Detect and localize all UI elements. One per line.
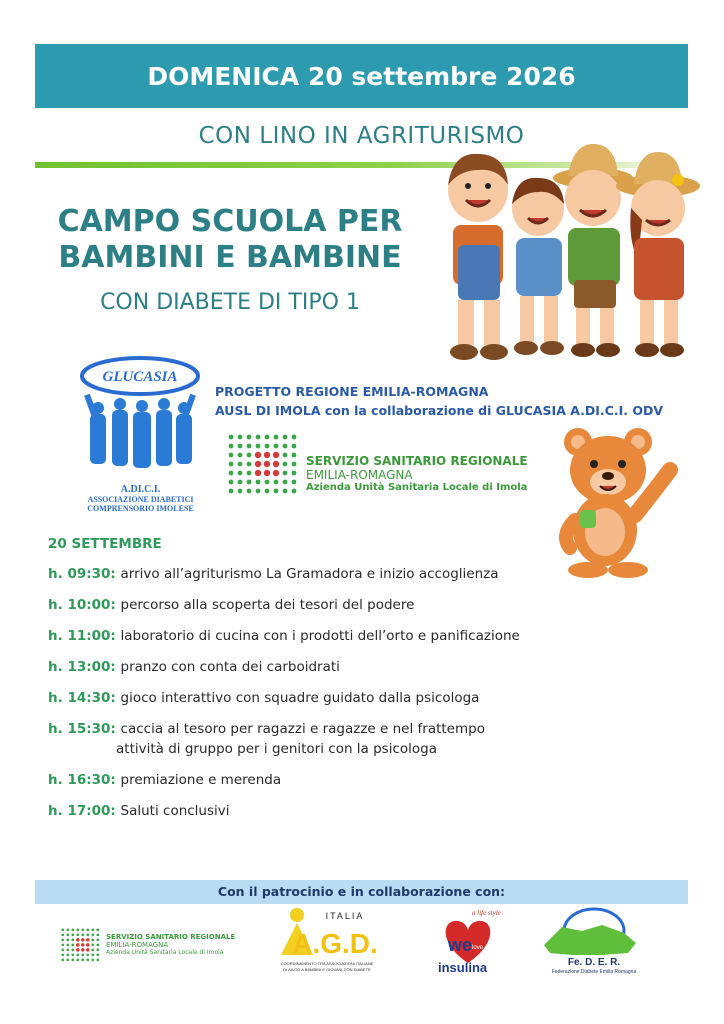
schedule-text: arrivo all’agriturismo La Gramadora e inizio accoglienza (120, 566, 499, 582)
glucasia-assoc-line-2: COMPRENSORIO IMOLESE (87, 504, 194, 513)
main-subtitle: CON DIABETE DI TIPO 1 (100, 290, 360, 315)
agd-name: A.G.D. (292, 928, 378, 959)
schedule-time-separator: : (110, 628, 121, 644)
footer-ssr-dots-icon (60, 927, 100, 965)
children-illustration (428, 130, 708, 370)
schedule-text: premiazione e merenda (120, 772, 282, 788)
patronage-text: Con il patrocinio e in collaborazione con: (217, 884, 506, 899)
schedule-time-separator: : (110, 566, 121, 582)
schedule-text: gioco interattivo con squadre guidato dalla psicologa (120, 690, 480, 706)
child-1-figure (448, 154, 508, 360)
schedule (48, 536, 608, 832)
schedule-item (48, 719, 608, 759)
child-2-figure (512, 178, 564, 355)
schedule-item (48, 626, 608, 646)
agd-logo-icon (275, 905, 380, 975)
we-tagline: a life style (472, 909, 501, 917)
footer-agd-logo (275, 905, 380, 975)
schedule-item (48, 595, 608, 615)
project-line-2: AUSL DI IMOLA con la collaborazione di GLUCASIA A.DI.C.I. ODV (215, 403, 663, 418)
main-title (30, 204, 430, 276)
ssr-dots-icon (226, 432, 298, 500)
main-title-line-1: CAMPO SCUOLA PER (57, 204, 403, 239)
child-3-figure (553, 144, 633, 357)
ssr-logo (226, 432, 526, 502)
schedule-text: laboratorio di cucina con i prodotti dell’orto e panificazione (120, 628, 520, 644)
schedule-item (48, 801, 608, 821)
schedule-time-separator: : (110, 803, 121, 819)
we-insulina: insulina (438, 960, 488, 975)
schedule-text: Saluti conclusivi (120, 803, 230, 819)
schedule-time: h. 10:00 (48, 597, 111, 613)
ssr-line-3: Azienda Unità Sanitaria Locale di Imola (306, 482, 528, 493)
schedule-time: h. 17:00 (48, 803, 111, 819)
schedule-time: h. 14:30 (48, 690, 111, 706)
schedule-text: pranzo con conta dei carboidrati (120, 659, 340, 675)
schedule-time: h. 13:00 (48, 659, 111, 675)
schedule-time: h. 15:30 (48, 721, 111, 737)
schedule-time-separator: : (110, 721, 121, 737)
glucasia-emblem-icon (78, 350, 203, 480)
project-line-1: PROGETTO REGIONE EMILIA-ROMAGNA (215, 384, 489, 399)
schedule-text: caccia al tesoro per ragazzi e ragazze e nel frattempo (120, 721, 485, 737)
glucasia-adici: A.DI.C.I. (120, 484, 161, 495)
glucasia-logo (78, 350, 203, 515)
glucasia-assoc-line-1: ASSOCIAZIONE DIABETICI (87, 495, 194, 504)
ssr-line-1: SERVIZIO SANITARIO REGIONALE (306, 454, 528, 468)
schedule-item (48, 688, 608, 708)
schedule-time-separator: : (110, 597, 121, 613)
feder-name: Fe. D. E. R. (567, 957, 621, 968)
ssr-line-2: EMILIA-ROMAGNA (306, 468, 413, 482)
schedule-time-separator: : (110, 659, 121, 675)
event-subtitle: CON LINO IN AGRITURISMO (198, 123, 525, 149)
schedule-item (48, 564, 608, 584)
schedule-time: h. 09:30 (48, 566, 111, 582)
schedule-time-separator: : (110, 772, 121, 788)
schedule-time: h. 16:30 (48, 772, 111, 788)
glucasia-badge-text: GLUCASIA (102, 369, 178, 385)
schedule-heading: 20 SETTEMBRE (48, 536, 162, 552)
we-text: we (448, 935, 473, 955)
project-info (215, 382, 695, 420)
schedule-item (48, 657, 608, 677)
footer-feder-logo (532, 905, 652, 975)
footer-ssr-logo (60, 925, 240, 970)
we-love: love (472, 945, 484, 951)
footer-we-love-insulina-logo (428, 905, 508, 975)
schedule-time: h. 11:00 (48, 628, 111, 644)
footer-ssr-line-2: EMILIA-ROMAGNA (106, 941, 169, 949)
schedule-text-continued: attività di gruppo per i genitori con la psicologa (116, 741, 438, 757)
agd-small-2: DI AIUTO A BAMBINI E GIOVANI CON DIABETE (283, 967, 371, 972)
child-4-figure (616, 152, 700, 357)
agd-small-1: COORDINAMENTO TRA ASSOCIAZIONI ITALIANE (280, 961, 374, 966)
footer-ssr-line-3: Azienda Unità Sanitaria Locale di Imola (106, 949, 224, 956)
feder-small: Federazione Diabete Emilia Romagna (551, 969, 637, 975)
footer-ssr-line-1: SERVIZIO SANITARIO REGIONALE (106, 933, 236, 941)
schedule-time-separator: : (110, 690, 121, 706)
agd-italia: ITALIA (325, 911, 365, 921)
schedule-item (48, 770, 608, 790)
heart-icon (428, 905, 508, 975)
feder-map-icon (532, 905, 652, 975)
schedule-text: percorso alla scoperta dei tesori del podere (120, 597, 415, 613)
main-title-line-2: BAMBINI E BAMBINE (58, 240, 402, 275)
event-date-title: DOMENICA 20 settembre 2026 (147, 62, 576, 91)
